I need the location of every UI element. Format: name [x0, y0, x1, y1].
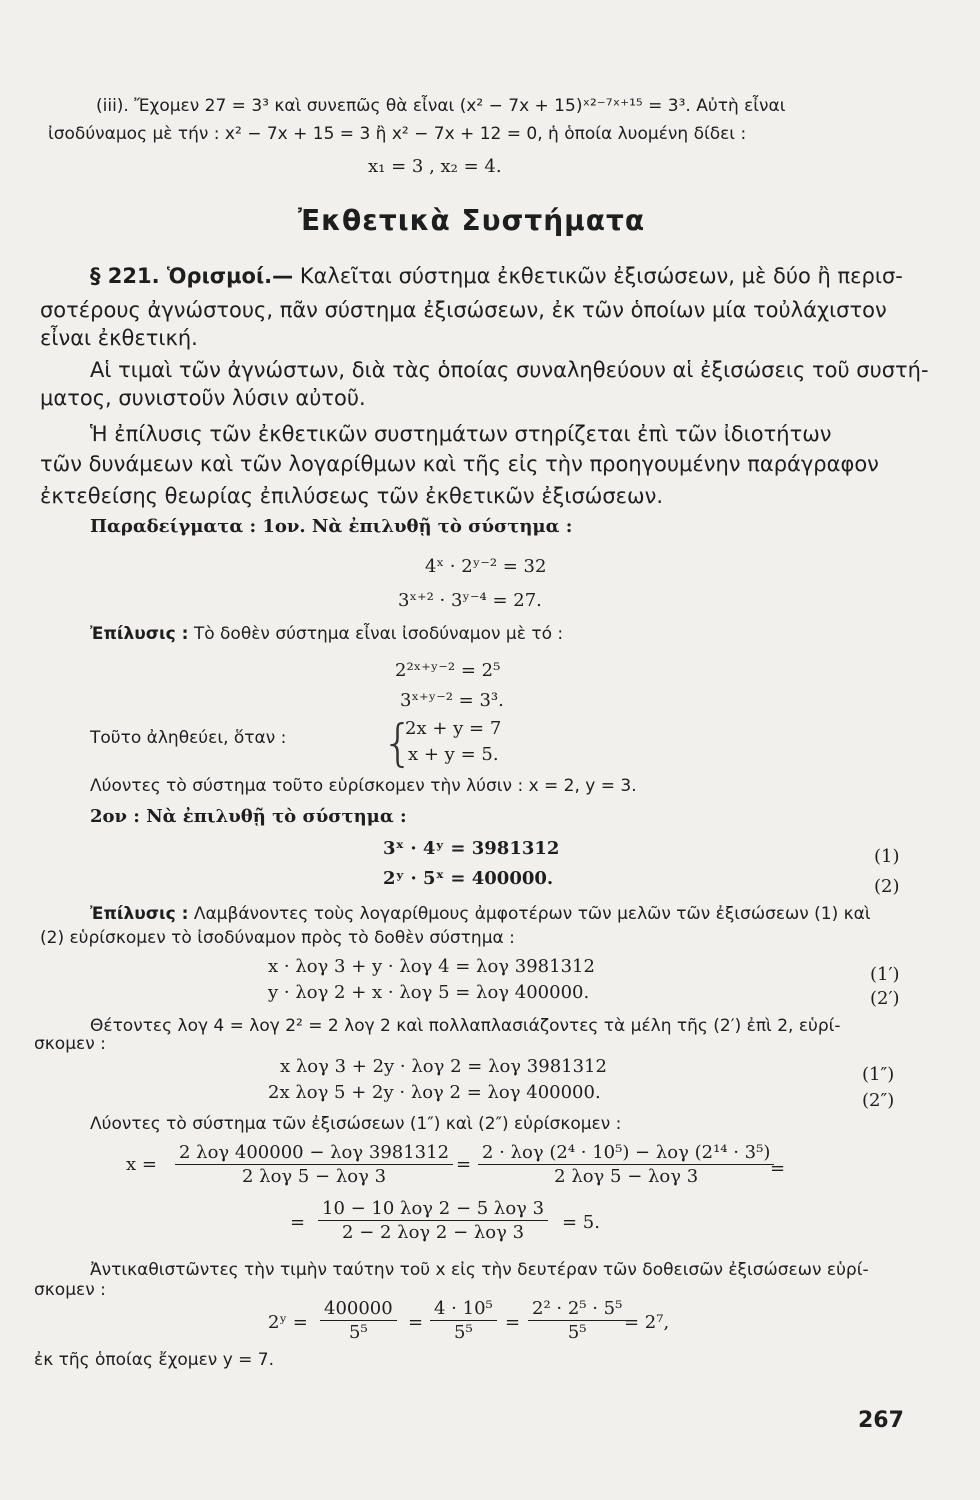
x-equals: x = — [126, 1154, 157, 1175]
example-1-solution-intro — [90, 624, 563, 644]
example-2-eq-1: 3ˣ · 4ʸ = 3981312 — [383, 838, 560, 859]
example-2-heading: 2ον : Νὰ ἐπιλυθῇ τὸ σύστημα : — [90, 806, 407, 827]
definition-para3-line-1: Ἡ ἐπίλυσις τῶν ἐκθετικῶν συστημάτων στηρίζεται ἐπὶ τῶν ἰδιοτήτων — [90, 422, 832, 446]
fraction-2 — [478, 1142, 774, 1187]
substitution-line-1: Ἀντικαθιστῶντες τὴν τιμὴν ταύτην τοῦ x εἰς τὴν δευτέραν τῶν δοθεισῶν ἐξισώσεων εὑρί- — [90, 1260, 869, 1280]
fraction-g2-num: 4 · 10⁵ — [430, 1298, 497, 1321]
equals-sign-1: = — [456, 1154, 472, 1175]
fraction-g1-den: 5⁵ — [349, 1322, 368, 1343]
fraction-g1 — [320, 1298, 397, 1343]
example-2-solution-text: Λαμβάνοντες τοὺς λογαρίθμους ἀμφοτέρων τῶν μελῶν τῶν ἐξισώσεων (1) καὶ — [188, 904, 871, 924]
equals-sign-2: = — [770, 1158, 786, 1179]
example-2-eq-2-tag: (2) — [874, 876, 900, 897]
substitution-line-2: σκομεν : — [34, 1280, 106, 1300]
log-eq-1: x · λογ 3 + y · λογ 4 = λογ 3981312 — [268, 956, 595, 977]
fraction-3 — [318, 1198, 548, 1243]
system-eq-2: x + y = 5. — [408, 744, 499, 765]
fraction-3-den: 2 − 2 λογ 2 − λογ 3 — [342, 1222, 525, 1243]
y-lhs: 2ʸ = — [268, 1312, 308, 1333]
definition-para3-line-2: τῶν δυνάμεων καὶ τῶν λογαρίθμων καὶ τῆς εἰς τὴν προηγουμένην παράγραφον — [40, 452, 879, 476]
fraction-g3 — [528, 1298, 626, 1343]
fraction-g1-num: 400000 — [320, 1298, 397, 1321]
definition-line-2: σοτέρους ἀγνώστους, πᾶν σύστημα ἐξισώσεων, ἐκ τῶν ὁποίων μία τοὐλάχιστον — [40, 298, 887, 322]
solution-label: Ἐπίλυσις : — [90, 624, 189, 644]
solution-intro-text: Τὸ δοθὲν σύστημα εἶναι ἰσοδύναμον μὲ τό : — [188, 624, 564, 644]
example-2-eq-2: 2ʸ · 5ˣ = 400000. — [383, 868, 554, 889]
fraction-g2-den: 5⁵ — [454, 1322, 473, 1343]
fraction-g3-den: 5⁵ — [567, 1322, 587, 1343]
example-2-solution-line-2: (2) εὑρίσκομεν τὸ ἰσοδύναμον πρὸς τὸ δοθὲν σύστημα : — [40, 928, 515, 948]
system-eq-1: 2x + y = 7 — [405, 718, 502, 739]
example-1-heading: Παραδείγματα : 1ον. Νὰ ἐπιλυθῇ τὸ σύστημα : — [90, 516, 573, 537]
page-number: 267 — [858, 1408, 904, 1433]
log-eq-3-tag: (1″) — [862, 1064, 895, 1085]
example-2-solution-line-1 — [90, 904, 871, 924]
fraction-g-result: = 2⁷, — [624, 1312, 670, 1333]
equals-sign-3: = — [290, 1212, 306, 1233]
log-eq-2-tag: (2′) — [870, 988, 900, 1009]
set-line-1: Θέτοντες λογ 4 = λογ 2² = 2 λογ 2 καὶ πολλαπλασιάζοντες τὰ μέλη τῆς (2′) ἐπὶ 2, εὑρί- — [90, 1016, 841, 1036]
fraction-1 — [175, 1142, 453, 1187]
definition-line-1-rest: Καλεῖται σύστημα ἐκθετικῶν ἐξισώσεων, μὲ δύο ἢ περισ- — [293, 264, 903, 288]
log-eq-2: y · λογ 2 + x · λογ 5 = λογ 400000. — [268, 982, 590, 1003]
fraction-1-den: 2 λογ 5 − λογ 3 — [241, 1166, 387, 1187]
log-eq-3: x λογ 3 + 2y · λογ 2 = λογ 3981312 — [280, 1056, 607, 1077]
fraction-3-num: 10 − 10 λογ 2 − 5 λογ 3 — [318, 1198, 548, 1221]
example-2-solution-label: Ἐπίλυσις : — [90, 904, 189, 924]
example-1-result: Λύοντες τὸ σύστημα τοῦτο εὑρίσκομεν τὴν λύσιν : x = 2, y = 3. — [90, 776, 637, 796]
definition-para3-line-3: ἐκτεθείσης θεωρίας ἐπιλύσεως τῶν ἐκθετικῶν ἐξισώσεων. — [40, 484, 664, 508]
fraction-2-den: 2 λογ 5 − λογ 3 — [554, 1166, 699, 1187]
example-1-eq-1: 4ˣ · 2ʸ⁻² = 32 — [425, 556, 547, 577]
fraction-2-num: 2 · λογ (2⁴ · 10⁵) − λογ (2¹⁴ · 3⁵) — [478, 1142, 774, 1165]
log-eq-4-tag: (2″) — [862, 1090, 895, 1111]
fraction-g3-num: 2² · 2⁵ · 5⁵ — [528, 1298, 626, 1321]
example-1-eq-3: 2²ˣ⁺ʸ⁻² = 2⁵ — [395, 660, 501, 681]
section-title: Ἐκθετικὰ Συστήματα — [298, 204, 646, 237]
top-line-2: ἰσοδύναμος μὲ τήν : x² − 7x + 15 = 3 ἢ x² − 7x + 12 = 0, ἡ ὁποία λυομένη δίδει : — [48, 124, 747, 144]
definition-line-3: εἶναι ἐκθετική. — [40, 326, 198, 350]
fraction-1-num: 2 λογ 400000 − λογ 3981312 — [175, 1142, 453, 1165]
example-1-eq-2: 3ˣ⁺² · 3ʸ⁻⁴ = 27. — [398, 590, 542, 611]
example-2-eq-1-tag: (1) — [874, 846, 900, 867]
example-1-eq-4: 3ˣ⁺ʸ⁻² = 3³. — [400, 690, 504, 711]
equals-sign-g2: = — [505, 1312, 521, 1333]
system-brace: { — [382, 714, 414, 772]
definition-para2-line-1: Αἱ τιμαὶ τῶν ἀγνώστων, διὰ τὰς ὁποίας συναληθεύουν αἱ ἐξισώσεις τοῦ συστή- — [90, 358, 929, 382]
top-line-1: (iii). Ἔχομεν 27 = 3³ καὶ συνεπῶς θὰ εἶναι (x² − 7x + 15)ˣ²⁻⁷ˣ⁺¹⁵ = 3³. Αὐτὴ εἶναι — [96, 96, 786, 116]
fraction-3-result: = 5. — [562, 1212, 600, 1233]
definition-heading: § 221. Ὁρισμοί.— — [90, 264, 294, 288]
log-eq-4: 2x λογ 5 + 2y · λογ 2 = λογ 400000. — [268, 1082, 601, 1103]
solve-line: Λύοντες τὸ σύστημα τῶν ἐξισώσεων (1″) καὶ (2″) εὑρίσκομεν : — [90, 1114, 622, 1134]
true-when-label: Τοῦτο ἀληθεύει, ὅταν : — [90, 728, 287, 748]
top-roots: x₁ = 3 , x₂ = 4. — [368, 156, 502, 177]
set-line-2: σκομεν : — [34, 1034, 106, 1054]
log-eq-1-tag: (1′) — [870, 964, 900, 985]
final-line: ἐκ τῆς ὁποίας ἔχομεν y = 7. — [34, 1350, 275, 1370]
definition-line-1 — [90, 264, 903, 288]
fraction-g2 — [430, 1298, 497, 1343]
definition-para2-line-2: ματος, συνιστοῦν λύσιν αὐτοῦ. — [40, 386, 366, 410]
equals-sign-g1: = — [408, 1312, 424, 1333]
